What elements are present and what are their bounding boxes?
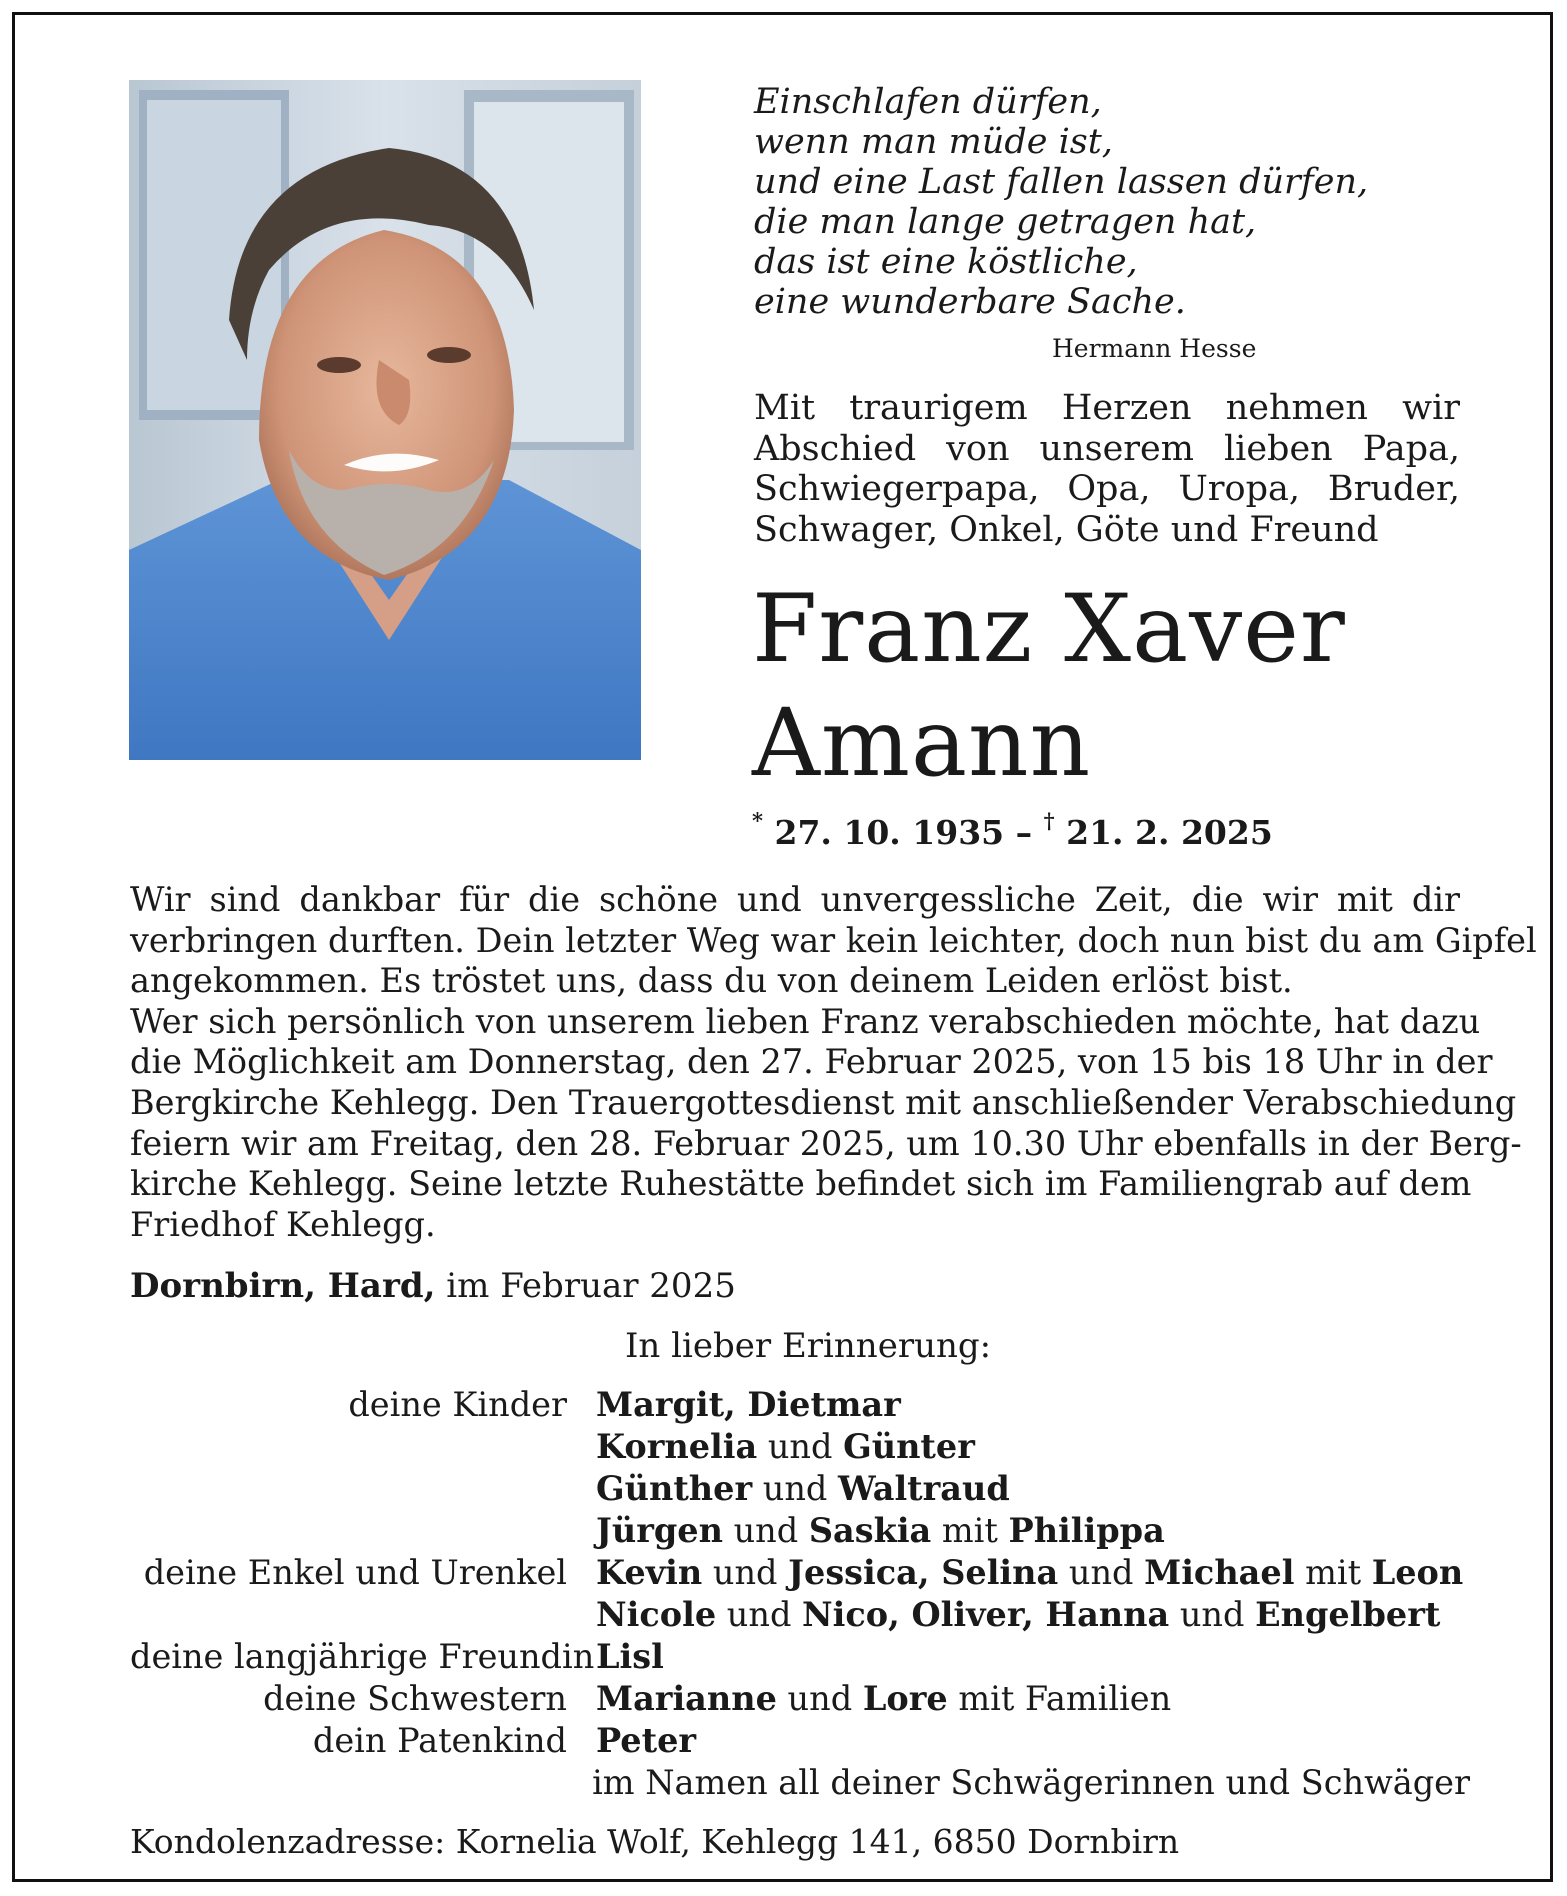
memory-heading: In lieber Erinnerung: bbox=[625, 1326, 992, 1366]
intro-line: Abschied von unserem lieben Papa, bbox=[754, 428, 1460, 469]
family-row bbox=[130, 1468, 1470, 1510]
date-separator: – bbox=[1015, 813, 1033, 852]
family-row bbox=[130, 1678, 1470, 1720]
death-symbol: † bbox=[1043, 808, 1055, 833]
family-connector: und bbox=[722, 1511, 809, 1550]
deceased-name bbox=[752, 573, 1346, 801]
family-member-name: Engelbert bbox=[1255, 1595, 1441, 1634]
family-member-name: Lore bbox=[862, 1679, 948, 1718]
family-member-name: Leon bbox=[1371, 1553, 1464, 1592]
intro-line: Schwiegerpapa, Opa, Uropa, Bruder, bbox=[754, 469, 1460, 509]
family-members bbox=[596, 1384, 901, 1426]
intro-line: Mit traurigem Herzen nehmen wir bbox=[754, 388, 1460, 428]
portrait-image bbox=[129, 80, 641, 760]
poem-line: die man lange getragen hat, bbox=[754, 202, 1257, 242]
family-member-name: Saskia bbox=[808, 1511, 932, 1550]
family-relation: dein Patenkind bbox=[312, 1721, 567, 1760]
family-relation bbox=[130, 1594, 596, 1636]
body-line: kirche Kehlegg. Seine letzte Ruhestätte befindet sich im Familiengrab auf dem bbox=[130, 1164, 1472, 1204]
condolence-address: Kondolenzadresse: Kornelia Wolf, Kehlegg 141, 6850 Dornbirn bbox=[130, 1822, 1180, 1861]
death-date: 21. 2. 2025 bbox=[1066, 813, 1273, 852]
family-connector: und bbox=[776, 1679, 863, 1718]
body-text bbox=[130, 880, 1537, 1245]
place-towns: Dornbirn, Hard, bbox=[130, 1266, 436, 1306]
family-relation bbox=[130, 1426, 596, 1468]
family-row bbox=[130, 1426, 1470, 1468]
poem-line: und eine Last fallen lassen dürfen, bbox=[754, 162, 1369, 202]
family-row bbox=[130, 1762, 1470, 1804]
family-members bbox=[592, 1762, 1470, 1804]
body-line: die Möglichkeit am Donnerstag, den 27. Februar 2025, von 15 bis 18 Uhr in der bbox=[130, 1042, 1493, 1082]
family-connector: mit bbox=[931, 1511, 1009, 1550]
family-members bbox=[596, 1510, 1165, 1552]
family-row bbox=[130, 1384, 1470, 1426]
body-line: verbringen durften. Dein letzter Weg war kein leichter, doch nun bist du am Gipfel bbox=[130, 920, 1537, 960]
poem-author: Hermann Hesse bbox=[1052, 334, 1257, 363]
family-relation: deine langjährige Freundin bbox=[130, 1637, 595, 1676]
family-members bbox=[596, 1678, 1171, 1720]
family-relation: deine Kinder bbox=[348, 1385, 567, 1424]
family-members bbox=[596, 1636, 664, 1678]
family-member-name: Nicole bbox=[596, 1595, 717, 1634]
poem-line: Einschlafen dürfen, bbox=[754, 82, 1102, 122]
family-member-name: Günter bbox=[843, 1427, 975, 1466]
family-members bbox=[596, 1426, 975, 1468]
family-connector: und bbox=[702, 1553, 789, 1592]
family-relation bbox=[130, 1468, 596, 1510]
family-row bbox=[130, 1510, 1470, 1552]
place-month: im Februar 2025 bbox=[446, 1266, 736, 1306]
family-member-name: Lisl bbox=[596, 1637, 664, 1676]
family-relation bbox=[130, 1762, 592, 1804]
family-row bbox=[130, 1594, 1470, 1636]
body-line: Bergkirche Kehlegg. Den Trauergottesdienst mit anschließender Verabschiedung bbox=[130, 1082, 1517, 1122]
body-line: Friedhof Kehlegg. bbox=[130, 1204, 436, 1244]
intro-text bbox=[754, 388, 1460, 550]
family-member-name: Peter bbox=[596, 1721, 697, 1760]
family-members bbox=[596, 1594, 1440, 1636]
portrait-photo bbox=[129, 80, 641, 760]
family-connector: und bbox=[1169, 1595, 1256, 1634]
family-member-name: Kevin bbox=[596, 1553, 703, 1592]
family-connector: mit bbox=[1294, 1553, 1372, 1592]
family-connector: im Namen all deiner Schwägerinnen und Schwäger bbox=[592, 1763, 1470, 1802]
family-member-name: Marianne bbox=[596, 1679, 777, 1718]
place-date bbox=[130, 1266, 736, 1306]
family-relation: deine Schwestern bbox=[263, 1679, 567, 1718]
family-member-name: Kornelia bbox=[596, 1427, 758, 1466]
family-member-name: Margit, Dietmar bbox=[596, 1385, 901, 1424]
poem-line: das ist eine köstliche, bbox=[754, 242, 1138, 282]
family-relation bbox=[130, 1510, 596, 1552]
body-line: Wer sich persönlich von unserem lieben Franz verabschieden möchte, hat dazu bbox=[130, 1001, 1481, 1041]
family-member-name: Michael bbox=[1144, 1553, 1295, 1592]
birth-date: 27. 10. 1935 bbox=[774, 813, 1005, 852]
body-line: feiern wir am Freitag, den 28. Februar 2025, um 10.30 Uhr ebenfalls in der Berg- bbox=[130, 1123, 1522, 1163]
poem-line: wenn man müde ist, bbox=[754, 122, 1113, 162]
family-connector: und bbox=[757, 1427, 844, 1466]
birth-symbol: * bbox=[752, 808, 763, 833]
poem bbox=[754, 82, 1514, 322]
first-names: Franz Xaver bbox=[752, 575, 1346, 684]
family-row bbox=[130, 1552, 1470, 1594]
family-member-name: Günther bbox=[596, 1469, 753, 1508]
family-connector: mit Familien bbox=[947, 1679, 1172, 1718]
family-member-name: Philippa bbox=[1008, 1511, 1165, 1550]
family-members bbox=[596, 1720, 696, 1762]
family-members bbox=[596, 1468, 1010, 1510]
intro-line: Schwager, Onkel, Göte und Freund bbox=[754, 509, 1379, 550]
body-line: angekommen. Es tröstet uns, dass du von deinem Leiden erlöst bist. bbox=[130, 961, 1293, 1001]
family-list bbox=[130, 1384, 1470, 1804]
life-dates bbox=[752, 808, 1273, 852]
family-member-name: Jürgen bbox=[596, 1511, 723, 1550]
family-connector: und bbox=[1058, 1553, 1145, 1592]
family-connector: und bbox=[716, 1595, 803, 1634]
family-relation: deine Enkel und Urenkel bbox=[143, 1553, 567, 1592]
family-row bbox=[130, 1636, 1470, 1678]
last-name: Amann bbox=[752, 689, 1092, 798]
poem-line: eine wunderbare Sache. bbox=[754, 282, 1186, 322]
family-member-name: Nico, Oliver, Hanna bbox=[802, 1595, 1170, 1634]
family-row bbox=[130, 1720, 1470, 1762]
family-connector: und bbox=[752, 1469, 839, 1508]
family-member-name: Jessica, Selina bbox=[788, 1553, 1059, 1592]
family-member-name: Waltraud bbox=[838, 1469, 1010, 1508]
body-line: Wir sind dankbar für die schöne und unvergessliche Zeit, die wir mit dir bbox=[130, 880, 1460, 919]
family-members bbox=[596, 1552, 1463, 1594]
